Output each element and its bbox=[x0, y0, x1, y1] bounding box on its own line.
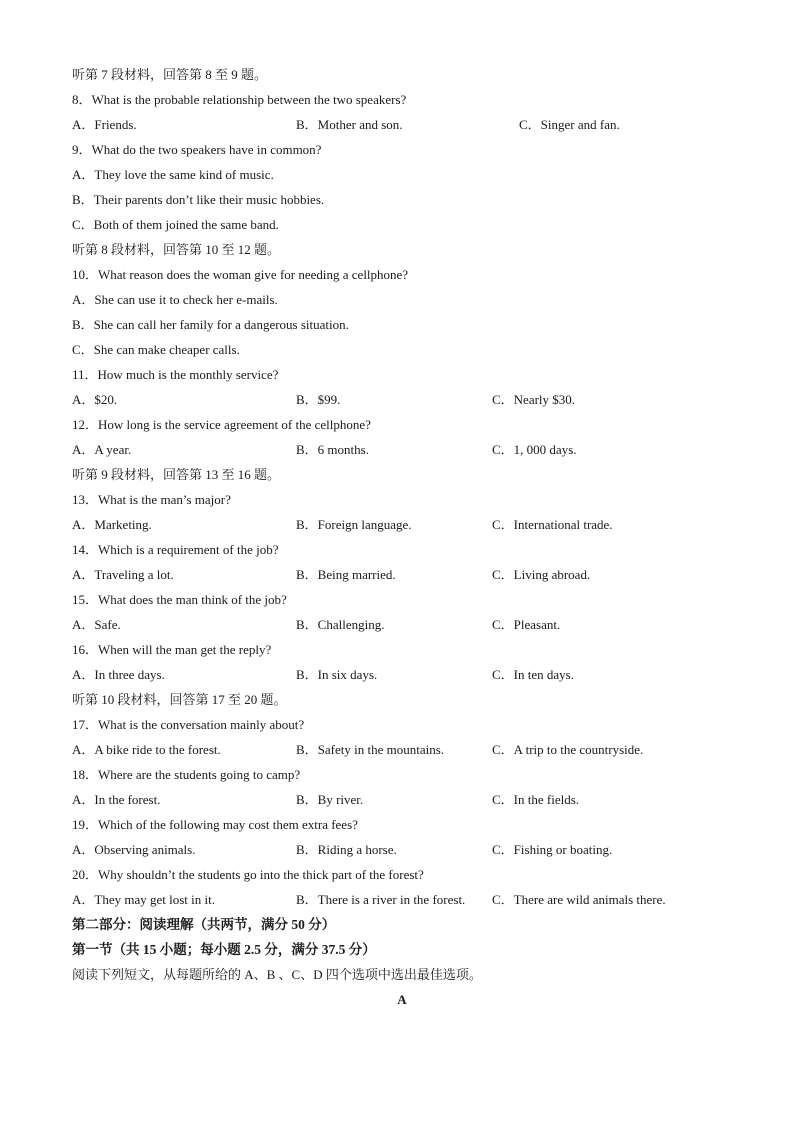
option-c: C．In ten days. bbox=[492, 667, 574, 682]
text-line: 20．Why shouldn’t the students go into the thick part of the forest? bbox=[72, 867, 424, 882]
text-line: 听第 10 段材料，回答第 17 至 20 题。 bbox=[72, 692, 287, 707]
option-b: B．Challenging. bbox=[296, 617, 385, 632]
option-a: A．$20. bbox=[72, 392, 118, 407]
text-line: 听第 9 段材料，回答第 13 至 16 题。 bbox=[72, 467, 281, 482]
text-line: 阅读下列短文，从每题所给的 A、B 、C、D 四个选项中选出最佳选项。 bbox=[72, 967, 482, 982]
option-b: B．Safety in the mountains. bbox=[296, 742, 445, 757]
text-line: B．Their parents don’t like their music hobbies. bbox=[72, 192, 325, 207]
option-b: B．By river. bbox=[296, 792, 364, 807]
section-heading: 第二部分：阅读理解（共两节，满分 50 分） bbox=[72, 917, 336, 932]
option-a: A．Safe. bbox=[72, 617, 121, 632]
text-line: 9．What do the two speakers have in common? bbox=[72, 142, 322, 157]
option-b: B．Mother and son. bbox=[296, 117, 403, 132]
option-a: A．Traveling a lot. bbox=[72, 567, 174, 582]
text-line: C．She can make cheaper calls. bbox=[72, 342, 240, 357]
option-row bbox=[72, 562, 732, 587]
option-row bbox=[72, 387, 732, 412]
option-a: A．They may get lost in it. bbox=[72, 892, 215, 907]
text-line: 听第 8 段材料，回答第 10 至 12 题。 bbox=[72, 242, 281, 257]
option-c: C．Pleasant. bbox=[492, 617, 561, 632]
text-line: 12．How long is the service agreement of the cellphone? bbox=[72, 417, 371, 432]
text-line: B．She can call her family for a dangerous situation. bbox=[72, 317, 349, 332]
option-row bbox=[72, 112, 732, 137]
text-line: 18．Where are the students going to camp? bbox=[72, 767, 301, 782]
text-line: 17．What is the conversation mainly about? bbox=[72, 717, 305, 732]
option-row bbox=[72, 787, 732, 812]
text-line: 16．When will the man get the reply? bbox=[72, 642, 272, 657]
passage-label: A bbox=[397, 992, 407, 1007]
exam-page bbox=[72, 62, 732, 1012]
option-a: A．Friends. bbox=[72, 117, 137, 132]
text-line: A．They love the same kind of music. bbox=[72, 167, 274, 182]
option-a: A．In three days. bbox=[72, 667, 165, 682]
text-line: 19．Which of the following may cost them extra fees? bbox=[72, 817, 358, 832]
option-a: A．A bike ride to the forest. bbox=[72, 742, 221, 757]
option-row bbox=[72, 662, 732, 687]
option-a: A．Marketing. bbox=[72, 517, 152, 532]
option-row bbox=[72, 837, 732, 862]
text-line: 8．What is the probable relationship between the two speakers? bbox=[72, 92, 407, 107]
option-c: C．International trade. bbox=[492, 517, 613, 532]
option-c: C．Living abroad. bbox=[492, 567, 591, 582]
option-c: C．Nearly $30. bbox=[492, 392, 576, 407]
option-b: B．Riding a horse. bbox=[296, 842, 397, 857]
text-line: C．Both of them joined the same band. bbox=[72, 217, 279, 232]
option-c: C．Singer and fan. bbox=[519, 117, 620, 132]
option-row bbox=[72, 512, 732, 537]
option-b: B．There is a river in the forest. bbox=[296, 892, 466, 907]
text-line: 11．How much is the monthly service? bbox=[72, 367, 279, 382]
option-b: B．6 months. bbox=[296, 442, 369, 457]
option-a: A．Observing animals. bbox=[72, 842, 196, 857]
text-line: 13．What is the man’s major? bbox=[72, 492, 231, 507]
option-a: A．In the forest. bbox=[72, 792, 161, 807]
text-line: 15．What does the man think of the job? bbox=[72, 592, 287, 607]
option-c: C．A trip to the countryside. bbox=[492, 742, 644, 757]
option-row bbox=[72, 737, 732, 762]
text-line: 听第 7 段材料，回答第 8 至 9 题。 bbox=[72, 67, 268, 82]
option-c: C．Fishing or boating. bbox=[492, 842, 613, 857]
text-line: 14．Which is a requirement of the job? bbox=[72, 542, 279, 557]
option-c: C．There are wild animals there. bbox=[492, 892, 666, 907]
section-heading: 第一节（共 15 小题；每小题 2.5 分，满分 37.5 分） bbox=[72, 942, 376, 957]
option-b: B．$99. bbox=[296, 392, 341, 407]
option-a: A．A year. bbox=[72, 442, 132, 457]
option-b: B．Being married. bbox=[296, 567, 396, 582]
text-line: A．She can use it to check her e-mails. bbox=[72, 292, 278, 307]
option-c: C．In the fields. bbox=[492, 792, 580, 807]
option-row bbox=[72, 437, 732, 462]
option-b: B．In six days. bbox=[296, 667, 378, 682]
option-row bbox=[72, 612, 732, 637]
option-b: B．Foreign language. bbox=[296, 517, 412, 532]
text-line: 10．What reason does the woman give for needing a cellphone? bbox=[72, 267, 409, 282]
option-c: C．1, 000 days. bbox=[492, 442, 577, 457]
option-row bbox=[72, 887, 732, 912]
